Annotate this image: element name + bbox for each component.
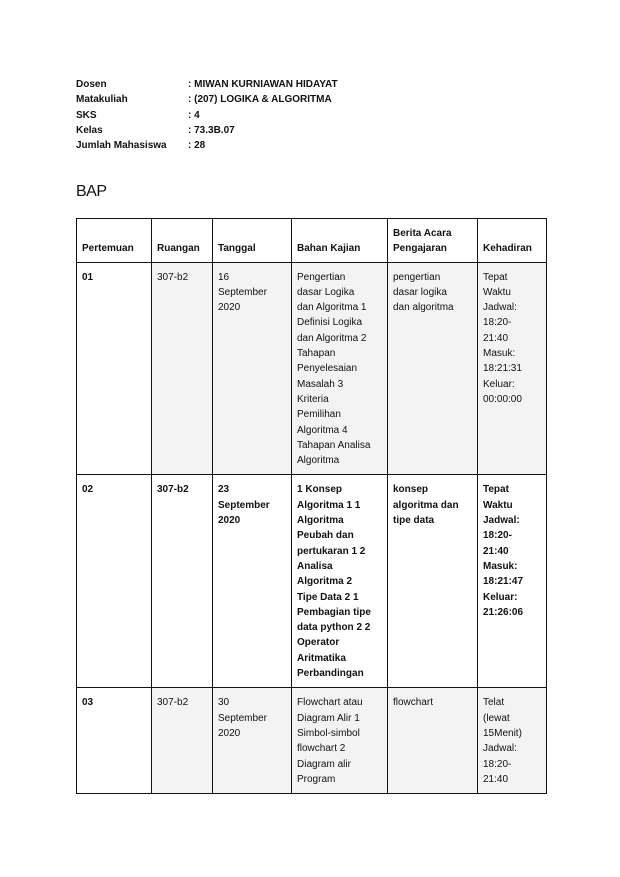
info-label: Dosen bbox=[76, 79, 107, 90]
info-row-matakuliah bbox=[76, 92, 338, 107]
info-row-kelas bbox=[76, 123, 338, 138]
info-value: : 73.3B.07 bbox=[188, 124, 235, 136]
info-value: : 28 bbox=[188, 140, 206, 152]
table-row bbox=[77, 688, 547, 794]
info-label: Kelas bbox=[76, 124, 103, 136]
cell-bahan-kajian: Pengertian dasar Logika dan Algoritma 1 Definisi Logika dan Algoritma 2 Tahapan Penyelesaian Masalah 3 Kriteria Pemilihan Algoritma 4 Tahapan Analisa Algoritma bbox=[292, 262, 388, 475]
cell-ruangan: 307-b2 bbox=[152, 475, 213, 688]
info-row-sks bbox=[76, 108, 338, 123]
cell-berita-acara: konsep algoritma dan tipe data bbox=[388, 475, 478, 688]
cell-bahan-kajian: Flowchart atau Diagram Alir 1 Simbol-simbol flowchart 2 Diagram alir Program bbox=[292, 688, 388, 794]
cell-berita-acara: pengertian dasar logika dan algoritma bbox=[388, 262, 478, 475]
info-label: SKS bbox=[76, 109, 97, 121]
column-header-ruangan: Ruangan bbox=[152, 219, 213, 263]
info-value: : MIWAN KURNIAWAN HIDAYAT bbox=[188, 79, 338, 90]
section-title: BAP bbox=[76, 183, 107, 200]
cell-kehadiran: Telat (lewat 15Menit) Jadwal: 18:20- 21:40 bbox=[478, 688, 547, 794]
cell-bahan-kajian: 1 Konsep Algoritma 1 1 Algoritma Peubah dan pertukaran 1 2 Analisa Algoritma 2 Tipe Data 2 1 Pembagian tipe data python 2 2 Operator Aritmatika Perbandingan bbox=[292, 475, 388, 688]
cell-tanggal: 23 September 2020 bbox=[213, 475, 292, 688]
bap-table bbox=[76, 218, 547, 794]
column-header-kehadiran: Kehadiran bbox=[478, 219, 547, 263]
cell-berita-acara: flowchart bbox=[388, 688, 478, 794]
cell-tanggal: 30 September 2020 bbox=[213, 688, 292, 794]
info-row-jumlah-mahasiswa bbox=[76, 138, 338, 153]
column-header-berita-acara: Berita Acara Pengajaran bbox=[388, 219, 478, 263]
info-row-dosen bbox=[76, 77, 338, 92]
cell-tanggal: 16 September 2020 bbox=[213, 262, 292, 475]
cell-ruangan: 307-b2 bbox=[152, 688, 213, 794]
cell-pertemuan: 02 bbox=[77, 475, 152, 688]
cell-kehadiran: Tepat Waktu Jadwal: 18:20- 21:40 Masuk: 18:21:47 Keluar: 21:26:06 bbox=[478, 475, 547, 688]
table-header-row bbox=[77, 219, 547, 263]
cell-pertemuan: 03 bbox=[77, 688, 152, 794]
cell-ruangan: 307-b2 bbox=[152, 262, 213, 475]
info-value: : (207) LOGIKA & ALGORITMA bbox=[188, 94, 332, 106]
table-row bbox=[77, 475, 547, 688]
table-row bbox=[77, 262, 547, 475]
column-header-bahan-kajian: Bahan Kajian bbox=[292, 219, 388, 263]
info-label: Matakuliah bbox=[76, 94, 128, 106]
cell-kehadiran: Tepat Waktu Jadwal: 18:20- 21:40 Masuk: 18:21:31 Keluar: 00:00:00 bbox=[478, 262, 547, 475]
info-value: : 4 bbox=[188, 109, 200, 121]
column-header-tanggal: Tanggal bbox=[213, 219, 292, 263]
cell-pertemuan: 01 bbox=[77, 262, 152, 475]
info-label: Jumlah Mahasiswa bbox=[76, 140, 167, 152]
course-info bbox=[76, 77, 338, 153]
column-header-pertemuan: Pertemuan bbox=[77, 219, 152, 263]
